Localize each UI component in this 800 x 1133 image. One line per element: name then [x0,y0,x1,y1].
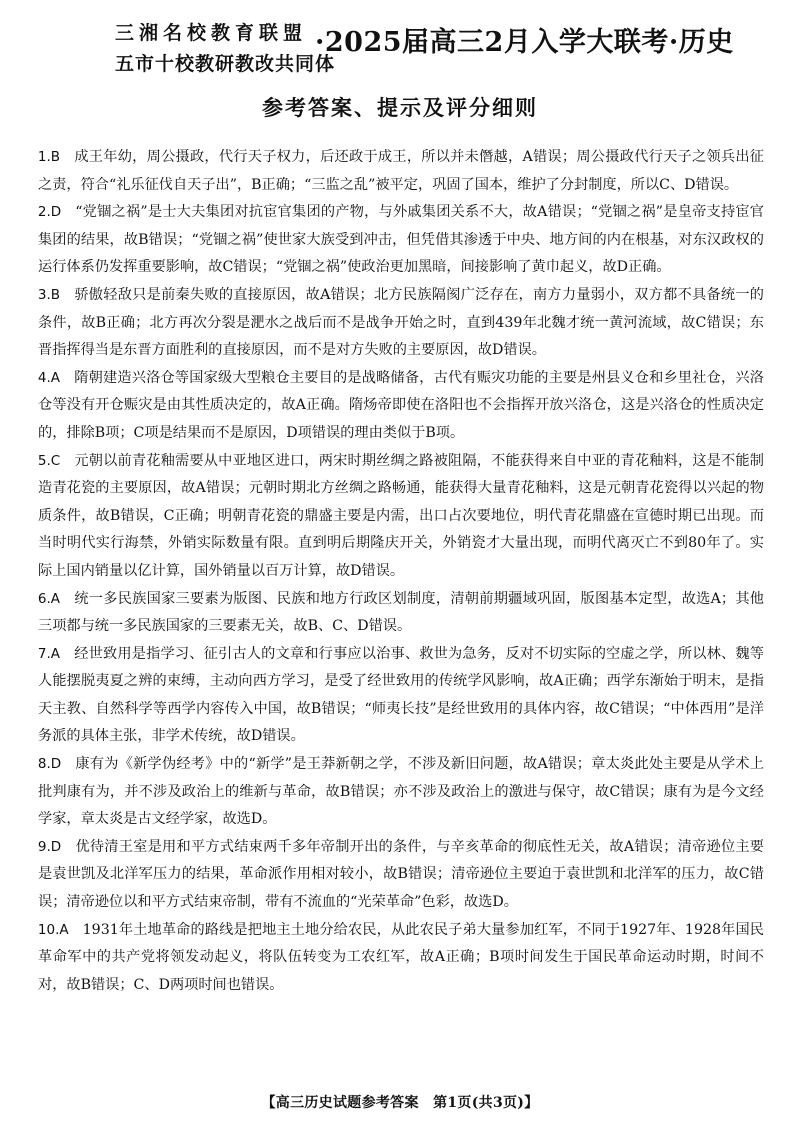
answer-explanation: 元朝以前青花釉需要从中亚地区进口，两宋时期丝绸之路被阻隔，不能获得来自中亚的青花釉料，这是不能制造青花瓷的主要原因，故A错误；元朝时期北方丝绸之路畅通，能获得大量青花釉料，这是元朝青花瓷得以兴起的物质条件，故B错误，C正确；明朝青花瓷的鼎盛主要是内需，出口占次要地位，明代青花鼎盛在宣德时期已出现。而当时明代实行海禁，外销实际数量有限。直到明后期隆庆开关，外销瓷才大量出现，而明代离灭亡不到80年了。实际上国内销量以亿计算，国外销量以百万计算，故D错误。 [38,452,764,579]
answer-explanation: “党锢之祸”是士大夫集团对抗宦官集团的产物，与外戚集团关系不大，故A错误；“党锢之祸”是皇帝支持宦官集团的结果，故B错误；“党锢之祸”使世家大族受到冲击，但凭借其渗透于中央、地方间的内在根基，对东汉政权的运行体系仍发挥重要影响，故C错误；“党锢之祸”使政治更加黑暗，间接影响了黄巾起义，故D正确。 [38,204,764,276]
answer-item-5 [38,448,764,586]
answer-explanation: 统一多民族国家三要素为版图、民族和地方行政区划制度，清朝前期疆域巩固，版图基本定型，故选A；其他三项都与统一多民族国家的三要素无关，故B、C、D错误。 [38,590,764,635]
answer-number: 1. [37,149,51,165]
answer-key: A [50,369,61,386]
document-header [115,14,755,74]
page-footer: 【高三历史试题参考答案 第1页(共3页)】 [261,1095,539,1111]
answer-explanation: 1931年土地革命的路线是把地主土地分给农民，从此农民子弟大量参加红军，不同于1927年、1928年国民革命军中的共产党将领发动起义，将队伍转变为工农红军，故A正确；B项时间发生于国民革命运动时期，时间不对，故B错误；C、D两项时间也错误。 [38,921,764,993]
answer-item-3 [38,282,764,365]
answer-item-9 [38,834,764,917]
answer-item-10 [38,917,764,1000]
answer-number: 7. [37,645,51,662]
answer-key: C [50,452,61,469]
answer-key: A [50,590,61,607]
answer-key: B [50,286,61,303]
answer-key: B [50,149,61,165]
answer-number: 2. [37,204,51,221]
answer-number: 5. [37,452,51,469]
answer-explanation: 成王年幼，周公摄政，代行天子权力，后还政于成王，所以并未僭越，A错误；周公摄政代行天子之领兵出征之责，符合“礼乐征伐自天子出”，B正确；“三监之乱”被平定，巩固了国本，维护了分封制度，所以C、D错误。 [38,149,764,193]
answer-number: 6. [37,590,51,607]
answer-key: D [50,204,62,221]
answer-number: 8. [37,756,51,773]
answer-number: 9. [37,838,51,855]
answer-explanation: 隋朝建造兴洛仓等国家级大型粮仓主要目的是战略储备，古代有赈灾功能的主要是州县义仓和乡里社仓，兴洛仓等没有开仓赈灾是由其性质决定的，故A正确。隋炀帝即使在洛阳也不会指挥开放兴洛仓，这是兴洛仓的性质决定的，排除B项；C项是结果而不是原因，D项错误的理由类似于B项。 [38,369,764,441]
answer-item-8 [38,751,764,834]
answer-explanation: 经世致用是指学习、征引古人的文章和行事应以治事、救世为急务，反对不切实际的空虚之学，所以林、魏等人能摆脱夷夏之辨的束缚，主动向西方学习，是受了经世致用的传统学风影响，故A正确；西学东渐始于明末，是指天主教、自然科学等西学内容传入中国，故B错误；“师夷长技”是经世致用的具体内容，故C错误；“中体西用”是洋务派的具体主张，非学术传统，故D错误。 [38,645,764,745]
answer-item-6 [38,586,764,641]
answer-number: 10. [37,921,60,938]
answer-key: D [50,756,62,773]
answer-number: 4. [37,369,51,386]
organization-name-line1: 三湘名校教育联盟 [115,22,308,44]
document-title: 参考答案、提示及评分细则 [262,95,538,120]
answer-explanation: 骄傲轻敌只是前秦失败的直接原因，故A错误；北方民族隔阂广泛存在，南方力量弱小，双方都不具备统一的条件，故B正确；北方再次分裂是淝水之战后而不是战争开始之时，直到439年北魏才统一黄河流域，故C错误；东晋指挥得当是东晋方面胜利的直接原因，而不是对方失败的主要原因，故D错误。 [38,286,764,359]
answer-key: A [59,921,69,938]
answer-number: 3. [37,286,51,303]
answer-key: D [50,838,62,855]
answer-list [38,144,764,999]
exam-title: ·2025届高三2月入学大联考·历史 [315,27,734,58]
answer-key: A [50,645,61,662]
answer-item-7 [38,641,764,751]
answer-item-1 [38,144,764,199]
organization-name-line2: 五市十校教研教改共同体 [115,53,336,75]
answer-explanation: 康有为《新学伪经考》中的“新学”是王莽新朝之学，不涉及新旧问题，故A错误；章太炎此处主要是从学术上批判康有为，并不涉及政治上的维新与革命，故B错误；亦不涉及政治上的激进与保守，故C错误；康有为是今文经学家，章太炎是古文经学家，故选D。 [38,756,764,828]
answer-item-2 [38,199,764,282]
answer-item-4 [38,365,764,448]
answer-explanation: 优待清王室是用和平方式结束两千多年帝制开出的条件，与辛亥革命的彻底性无关，故A错误；清帝逊位主要是袁世凯及北洋军压力的结果，革命派作用相对较小，故B错误；清帝逊位主要迫于袁世凯和北洋军的压力，故C错误；清帝逊位以和平方式结束帝制，带有不流血的“光荣革命”色彩，故选D。 [38,838,764,911]
